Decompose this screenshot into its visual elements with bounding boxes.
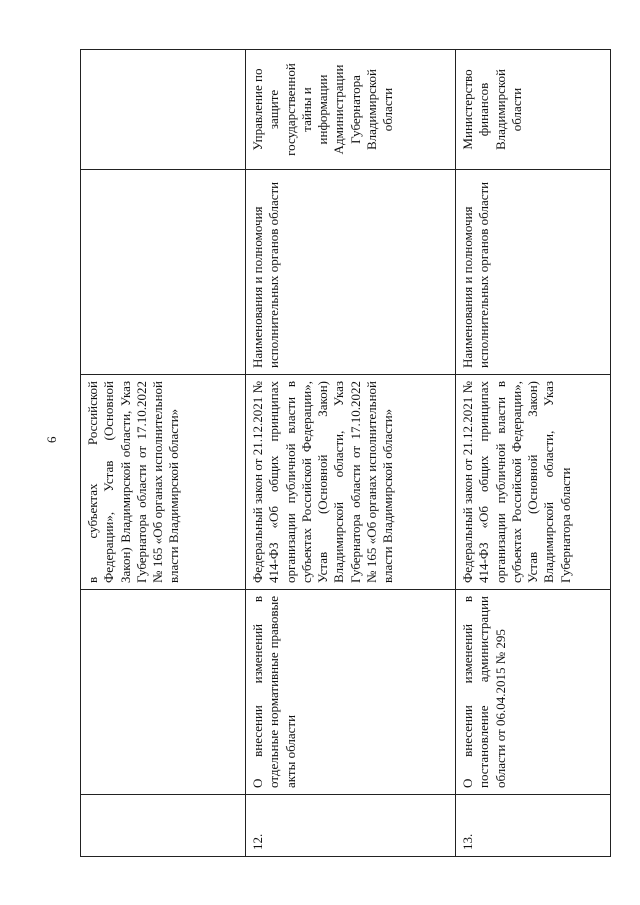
cell-row-number: 13.	[456, 795, 611, 857]
cell-content: Наименования и полномочия исполнительных органов области	[246, 170, 456, 375]
cell-title: О внесении изменений в постановление администрации области от 06.04.2015 № 295	[456, 590, 611, 795]
cell-basis: Федеральный закон от 21.12.2021 № 414-ФЗ «Об общих принципах организации публичной власти в субъектах Российской Федерации», Устав (Основной Закон) Владимирской области, Указ Губернатора области	[456, 375, 611, 590]
table-row-continuation	[81, 50, 246, 857]
rotated-page-content	[80, 50, 610, 857]
cell-content: Наименования и полномочия исполнительных органов области	[456, 170, 611, 375]
table-row	[456, 50, 611, 857]
cell-basis: в субъектах Российской Федерации», Устав (Основной Закон) Владимирской области, Указ Губернатора области от 17.10.2022 № 165 «Об органах исполнительной власти Владимирской области»	[81, 375, 246, 590]
cell-empty-num	[81, 795, 246, 857]
cell-responsible: Министерство финансов Владимирской области	[456, 50, 611, 170]
cell-empty-title	[81, 590, 246, 795]
cell-basis: Федеральный закон от 21.12.2021 № 414-ФЗ «Об общих принципах организации публичной власти в субъектах Российской Федерации», Устав (Основной Закон) Владимирской области, Указ Губернатора области от 17.10.2022 № 165 «Об органах исполнительной власти Владимирской области»	[246, 375, 456, 590]
cell-empty-content	[81, 170, 246, 375]
cell-responsible: Управление по защите государственной тайны и информации Администрации Губернатора Владимирской области	[246, 50, 456, 170]
table-row	[246, 50, 456, 857]
plan-table	[80, 49, 611, 857]
cell-responsible	[81, 50, 246, 170]
cell-row-number: 12.	[246, 795, 456, 857]
page-number: 6	[44, 436, 59, 443]
cell-title: О внесении изменений в отдельные нормативные правовые акты области	[246, 590, 456, 795]
